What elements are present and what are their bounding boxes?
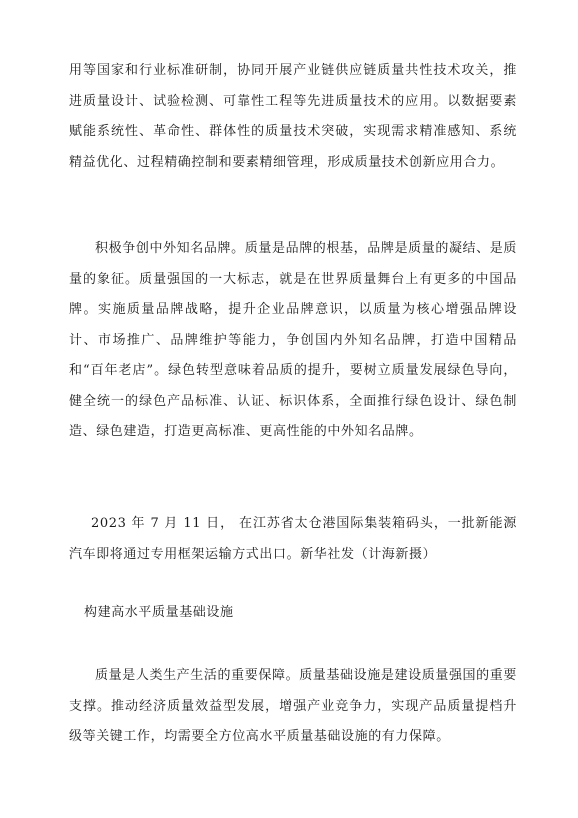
body-paragraph: 积极争创中外知名品牌。质量是品牌的根基，品牌是质量的凝结、是质量的象征。质量强国的一大标志，就是在世界质量舞台上有更多的中国品牌。实施质量品牌战略，提升企业品牌意识，以质量为核心增强品牌设计、市场推广、品牌维护等能力，争创国内外知名品牌，打造中国精品和“百年老店”。绿色转型意味着品质的提升，要树立质量发展绿色导向，健全统一的绿色产品标准、认证、标识体系，全面推行绿色设计、绿色制造、绿色建造，打造更高标准、更高性能的中外知名品牌。 <box>69 241 517 439</box>
body-paragraph: 质量是人类生产生活的重要保障。质量基础设施是建设质量强国的重要支撑。推动经济质量效益型发展，增强产业竞争力，实现产品质量提档升级等关键工作，均需要全方位高水平质量基础设施的有力保障。 <box>69 668 517 744</box>
body-paragraph: 用等国家和行业标准研制，协同开展产业链供应链质量共性技术攻关，推进质量设计、试验检测、可靠性工程等先进质量技术的应用。以数据要素赋能系统性、革命性、群体性的质量技术突破，实现需求精准感知、系统精益优化、过程精确控制和要素精细管理，形成质量技术创新应用合力。 <box>69 63 517 170</box>
section-heading: 构建高水平质量基础设施 <box>84 605 234 620</box>
photo-caption: 2023 年 7 月 11 日， 在江苏省太仓港国际集装箱码头，一批新能源汽车即将通过专用框架运输方式出口。新华社发（计海新摄） <box>69 516 517 562</box>
